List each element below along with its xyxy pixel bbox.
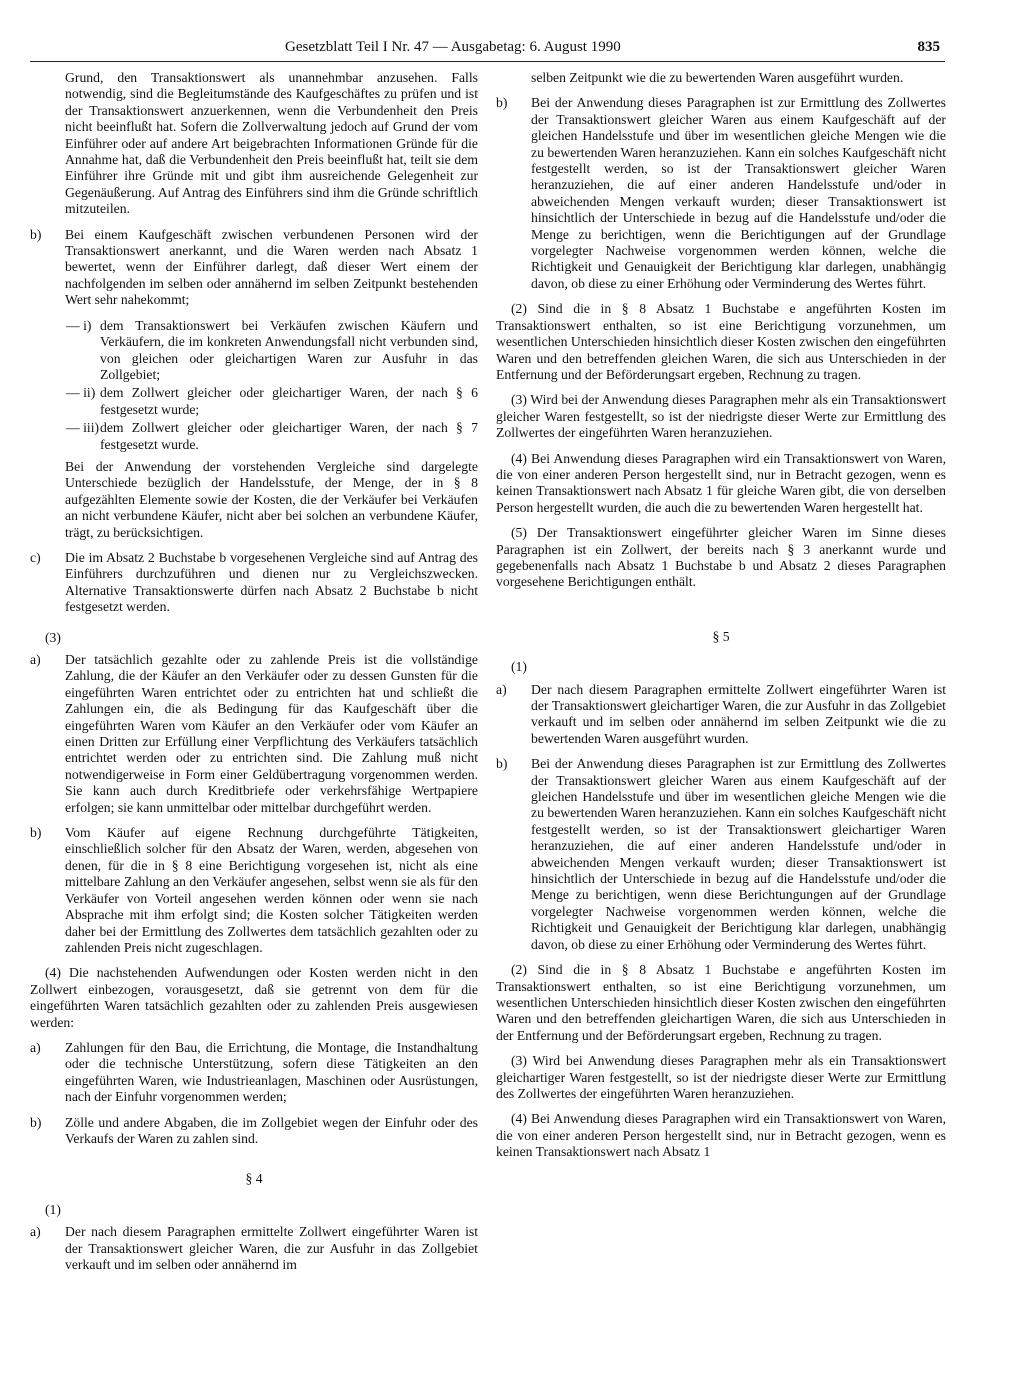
subitem-text: dem Zollwert gleicher oder gleichartiger Waren, der nach § 7 festgesetzt wurde.	[100, 420, 478, 452]
paragraph-4: (4) Die nachstehenden Aufwendungen oder Kosten werden nicht in den Zollwert einbezogen, vorausgesetzt, daß sie getrennt von dem für die eingeführten Waren tatsächlich gezahlten oder zu zahlenden Preis ausgewiesen werden:	[30, 965, 478, 1030]
item-label: b)	[30, 825, 42, 841]
item-text: Der tatsächlich gezahlte oder zu zahlende Preis ist die vollständige Zahlung, die der Käufer an den Verkäufer oder zu dessen Gunsten für die eingeführten Waren entrichtet oder zu entrichten hat und schließt die Zahlungen ein, die als Bedingung für das Kaufgeschäft über die eingeführten Waren vom Käufer an den Verkäufer oder vom Käufer an einen Dritten zur Erfüllung einer Verpflichtung des Verkäufers tatsächlich entrichtet werden oder zu entrichten sind. Die Zahlung muß nicht notwendigerweise in Form einer Geldübertragung vorgenommen werden. Sie kann auch durch Kreditbriefe oder verkehrsfähige Wertpapiere erfolgen; sie kann unmittelbar oder mittelbar durchgeführt werden.	[65, 652, 478, 815]
list-item-c	[30, 550, 478, 616]
section-heading-5: § 5	[712, 628, 730, 644]
item-label: c)	[30, 549, 41, 565]
list-item-b	[30, 227, 478, 309]
item-text: Zölle und andere Abgaben, die im Zollgebiet wegen der Einfuhr oder des Verkaufs der Waren zu zahlen sind.	[65, 1114, 478, 1146]
subitem-iii	[30, 420, 478, 453]
paragraph-2: (2) Sind die in § 8 Absatz 1 Buchstabe e angeführten Kosten im Transaktionswert enthalten, so ist eine Berichtigung vorzunehmen, um wesentlichen Unterschieden hinsichtlich dieser Kosten zwischen den eingeführten Waren und den betreffenden gleichartigen Waren, die sich aus Unterschieden in der Entfernung und der Beförderungsart ergeben, Rechnung zu tragen.	[496, 962, 946, 1043]
page-header	[30, 36, 940, 58]
left-column	[30, 70, 478, 1282]
list-item-b	[496, 95, 946, 292]
subitem-ii	[30, 385, 478, 418]
subitem-i	[30, 318, 478, 384]
subitem-label: — i)	[66, 317, 92, 333]
gazette-title: Gesetzblatt Teil I Nr. 47 — Ausgabetag: 6. August 1990	[285, 39, 621, 55]
right-column	[496, 70, 946, 1170]
item-text: Bei einem Kaufgeschäft zwischen verbundenen Personen wird der Transaktionswert anerkannt, und die Waren werden nach Absatz 1 bewertet, wenn der Einführer darlegt, daß dieser Wert einem der nachfolgenden im selben oder annähernd im selben Zeitpunkt bestehenden Wert sehr nahekommt;	[65, 226, 478, 308]
list-item-b	[30, 825, 478, 956]
paragraph-number-1: (1)	[511, 659, 527, 675]
paragraph-4: (4) Bei Anwendung dieses Paragraphen wird ein Transaktionswert von Waren, die von einer anderen Person hergestellt sind, nur in Betracht gezogen, wenn es keinen Transaktionswert nach Absatz 1	[496, 1111, 946, 1160]
paragraph-5: (5) Der Transaktionswert eingeführter gleicher Waren im Sinne dieses Paragraphen ist ein Zollwert, der bereits nach § 3 anerkannt wurde und gegebenenfalls nach Absatz 1 Buchstabe b und Absatz 2 dieses Paragraphen vorgesehene Berichtigungen enthält.	[496, 525, 946, 590]
item-text: Bei der Anwendung dieses Paragraphen ist zur Ermittlung des Zollwertes der Transaktionswert gleicher Waren aus einem Kaufgeschäft auf der gleichen Handelsstufe und über im wesentlichen gleiche Mengen wie die zu bewertenden Waren heranzuziehen. Kann ein solches Kaufgeschäft nicht festgestellt werden, so ist der Transaktionswert gleicher Waren heranzuziehen, die auf einer anderen Handelsstufe und/oder in abweichenden Mengen verkauft wurden; dieser Transaktionswert ist hinsichtlich der Unterschiede in bezug auf die Handelsstufe und/oder die Menge zu berichtigen, wenn die Berichtigungen auf der Grundlage vorgelegter Nachweise vorgenommen werden können, welche die Richtigkeit und Genauigkeit der Berichtigung klar darlegen, unabhängig davon, ob diese zu einer Erhöhung oder Verminderung des Wertes führt.	[531, 95, 946, 291]
item-label: b)	[496, 95, 508, 111]
item-label: a)	[30, 1224, 41, 1240]
list-item-a	[496, 682, 946, 748]
page-number: 835	[917, 39, 940, 55]
item-label: b)	[30, 1114, 42, 1130]
item-label: a)	[496, 681, 507, 697]
list-item-b	[30, 1115, 478, 1148]
paragraph-3: (3) Wird bei der Anwendung dieses Paragraphen mehr als ein Transaktionswert gleicher Waren festgestellt, so ist der niedrigste dieser Werte zur Ermittlung des Zollwertes der eingeführten Waren heranzuziehen.	[496, 392, 946, 441]
item-label: b)	[30, 226, 42, 242]
list-item-a	[30, 652, 478, 816]
item-text: Vom Käufer auf eigene Rechnung durchgeführte Tätigkeiten, einschließlich solcher für den Absatz der Waren, werden, abgesehen von denen, für die in § 8 eine Berichtigung vorgesehen ist, nicht als eine mittelbare Zahlung an den Verkäufer angesehen, selbst wenn sie als für den Verkäufer von Vorteil angesehen werden können oder wenn sie nach Absprache mit ihm erfolgt sind; die Kosten solcher Tätigkeiten werden daher bei der Ermittlung des Zollwertes dem tatsächlich gezahlten oder zu zahlenden Preis nicht zugeschlagen.	[65, 825, 478, 955]
paragraph-number-1: (1)	[45, 1201, 61, 1217]
subitem-label: — ii)	[66, 385, 96, 401]
paragraph-3: (3) Wird bei Anwendung dieses Paragraphen mehr als ein Transaktionswert gleichartiger Waren festgestellt, so ist der niedrigste dieser Werte zur Ermittlung des Zollwertes der eingeführten Waren heranzuziehen.	[496, 1053, 946, 1101]
section-heading-4: § 4	[245, 1171, 263, 1187]
list-item-b	[496, 756, 946, 953]
header-rule	[30, 61, 945, 62]
item-text: Bei der Anwendung dieses Paragraphen ist zur Ermittlung des Zollwertes der Transaktionswert gleicher Waren aus einem Kaufgeschäft auf der gleichen Handelsstufe und über im wesentlichen gleiche Mengen wie die zu bewertenden Waren heranzuziehen. Kann ein solches Kaufgeschäft nicht festgestellt werden, so ist der Transaktionswert gleichartiger Waren heranzuziehen, die auf einer anderen Handelsstufe und/oder in abweichenden Mengen verkauft wurden; dieser Transaktionswert ist hinsichtlich der Unterschiede in bezug auf die Handelsstufe und/oder die Menge zu berichtigen, wenn diese Berichtungungen auf der Grundlage vorgelegter Nachweise vorgenommen werden können, welche die Richtigkeit und Genauigkeit der Berichtigung klar darlegen, unabhängig davon, ob diese zu einer Erhöhung oder Verminderung des Wertes führt.	[531, 756, 946, 952]
subitem-text: dem Transaktionswert bei Verkäufen zwischen Käufern und Verkäufern, die im konkreten Anwendungsfall nicht verbunden sind, von gleichen oder gleichartigen Waren zur Ausfuhr in das Zollgebiet;	[100, 317, 478, 382]
item-label: a)	[30, 1039, 41, 1055]
paragraph-number-3: (3)	[45, 629, 61, 645]
paragraph-2: (2) Sind die in § 8 Absatz 1 Buchstabe e angeführten Kosten im Transaktionswert enthalten, so ist eine Berichtigung vorzunehmen, um wesentlichen Unterschieden hinsichtlich dieser Kosten zwischen den eingeführten Waren und den betreffenden gleichen Waren, die sich aus Unterschieden in der Entfernung und der Beförderungsart ergeben, Rechnung zu tragen.	[496, 301, 946, 382]
subitem-text: dem Zollwert gleicher oder gleichartiger Waren, der nach § 6 festgesetzt wurde;	[100, 385, 478, 417]
item-text: Der nach diesem Paragraphen ermittelte Zollwert eingeführter Waren ist der Transaktionswert gleicher Waren, die zur Ausfuhr in das Zollgebiet verkauft und im selben oder annähernd im	[65, 1224, 478, 1272]
item-a-continuation: selben Zeitpunkt wie die zu bewertenden Waren ausgeführt wurden.	[531, 70, 904, 85]
item-text: Zahlungen für den Bau, die Errichtung, die Montage, die Instandhaltung oder die technische Unterstützung, sofern diese Tätigkeiten an den eingeführten Waren, wie Industrieanlagen, Maschinen oder Ausrüstungen, nach der Einfuhr vorgenommen werden;	[65, 1039, 478, 1105]
list-item-a	[30, 1224, 478, 1273]
item-label: b)	[496, 756, 508, 772]
item-text: Die im Absatz 2 Buchstabe b vorgesehenen Vergleiche sind auf Antrag des Einführers durchzuführen und dienen nur zu Vergleichszwecken. Alternative Transaktionswerte dürfen nach Absatz 2 Buchstabe b nicht festgesetzt werden.	[65, 549, 478, 615]
item-label: a)	[30, 652, 41, 667]
paragraph-4: (4) Bei Anwendung dieses Paragraphen wird ein Transaktionswert von Waren, die von einer anderen Person hergestellt sind, nur in Betracht gezogen, wenn es keinen Transaktionswert nach Absatz 1 für gleiche Waren gibt, die von derselben Person hergestellt wurden, die auch die zu bewertenden Waren hergestellt hat.	[496, 450, 946, 515]
item-text: Der nach diesem Paragraphen ermittelte Zollwert eingeführter Waren ist der Transaktionswert gleichartiger Waren, die zur Ausfuhr in das Zollgebiet verkauft und im selben oder annähernd im selben Zeitpunkt wie die zu bewertenden Waren ausgeführt wurden.	[531, 681, 946, 746]
paragraph-continuation: Grund, den Transaktionswert als unannehmbar anzusehen. Falls notwendig, sind die Begleitumstände des Kaufgeschäftes zu prüfen und ist der Transaktionswert anzuerkennen, wenn die Verbundenheit den Preis nicht beeinflußt hat. Sofern die Zollverwaltung jedoch auf Grund der vom Einführer oder auf andere Art beigebrachten Informationen Gründe für die Annahme hat, daß die Verbundenheit den Preis beeinflußt hat, teilt sie dem Einführer ihre Gründe mit und gibt ihm ausreichende Gelegenheit zur Gegenäußerung. Auf Antrag des Einführers sind ihm die Gründe schriftlich mitzuteilen.	[65, 70, 478, 217]
subitem-label: — iii)	[66, 420, 100, 436]
item-b-continuation: Bei der Anwendung der vorstehenden Vergleiche sind dargelegte Unterschiede bezüglich der Handelsstufe, der Menge, der in § 8 aufgezählten Elemente sowie der Kosten, die der Verkäufer bei Verkäufen an nicht verbundene Käufer, nicht aber bei solchen an verbundene Käufer, trägt, zu berücksichtigen.	[65, 458, 478, 540]
list-item-a	[30, 1040, 478, 1106]
